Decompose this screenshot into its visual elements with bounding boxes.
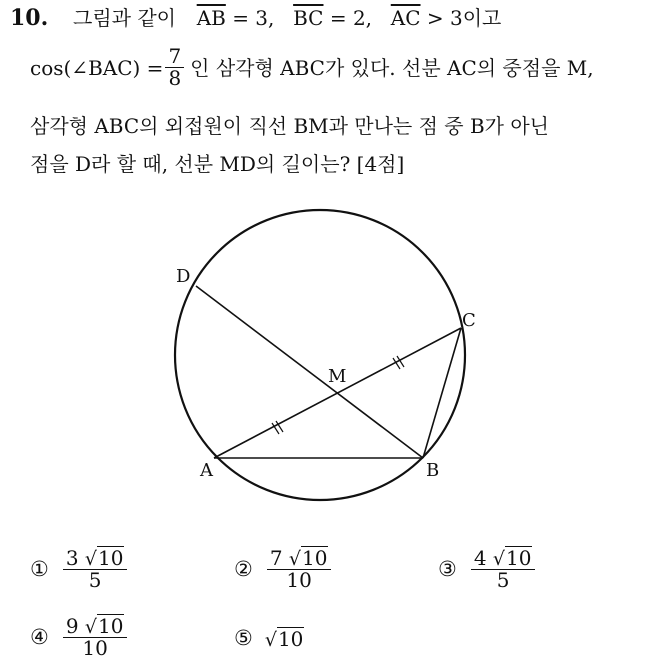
choice-1-denominator: 5 xyxy=(88,568,102,592)
choice-3-coef: 4 xyxy=(473,546,487,570)
choice-4-coef: 9 xyxy=(65,614,79,638)
choice-1-marker: ① xyxy=(30,556,49,581)
cos-denominator: 8 xyxy=(168,66,182,90)
problem-intro: 그림과 같이 xyxy=(73,6,176,30)
choice-1[interactable] xyxy=(30,546,129,591)
choice-1-radicand: 10 xyxy=(98,546,124,570)
problem-line-4: 점을 D라 할 때, 선분 MD의 길이는? [4점] xyxy=(30,152,405,176)
radical-sign-icon: √ xyxy=(264,628,277,651)
segment-line-bd xyxy=(196,286,423,458)
point-label-b: B xyxy=(426,460,440,481)
choice-4-radicand: 10 xyxy=(98,614,124,638)
choice-2-fraction xyxy=(267,546,332,591)
choice-3-fraction xyxy=(471,546,536,591)
choice-3-denominator: 5 xyxy=(496,568,510,592)
choice-3-radicand: 10 xyxy=(506,546,532,570)
choice-5-marker: ⑤ xyxy=(234,626,253,650)
problem-line-3: 삼각형 ABC의 외접원이 직선 BM과 만나는 점 중 B가 아닌 xyxy=(30,114,549,138)
choice-3-marker: ③ xyxy=(438,556,457,581)
segment-ac-condition: > 3이고 xyxy=(426,6,502,30)
choice-4-denominator: 10 xyxy=(82,636,108,660)
choice-2-marker: ② xyxy=(234,556,253,581)
choice-2-denominator: 10 xyxy=(286,568,312,592)
radical-sign-icon: √ xyxy=(288,548,302,570)
choice-4[interactable] xyxy=(30,614,129,659)
point-label-a: A xyxy=(200,460,213,481)
segment-line-bc xyxy=(423,328,461,458)
choice-4-marker: ④ xyxy=(30,624,49,649)
point-label-m: M xyxy=(328,366,347,387)
problem-line-2-text: 인 삼각형 ABC가 있다. 선분 AC의 중점을 M, xyxy=(190,55,594,80)
point-label-d: D xyxy=(176,266,191,287)
segment-ac: $\overline{AC}$ xyxy=(390,6,421,30)
choice-2-radicand: 10 xyxy=(302,546,328,570)
choice-1-fraction xyxy=(63,546,128,591)
choice-5-radicand: 10 xyxy=(277,626,304,651)
segment-bc: $\overline{BC}$ xyxy=(293,6,324,30)
radical-sign-icon: √ xyxy=(492,548,506,570)
choice-3[interactable] xyxy=(438,546,537,591)
choice-5[interactable] xyxy=(234,626,304,650)
choice-2-coef: 7 xyxy=(269,546,283,570)
choice-1-coef: 3 xyxy=(65,546,79,570)
cos-numerator: 7 xyxy=(165,46,184,68)
radical-sign-icon: √ xyxy=(84,616,98,638)
choice-2[interactable] xyxy=(234,546,333,591)
point-label-c: C xyxy=(462,310,476,331)
radical-sign-icon: √ xyxy=(84,548,98,570)
cos-label: cos(∠BAC) = xyxy=(30,55,164,80)
segment-ab-value: = 3, xyxy=(232,6,275,30)
choice-5-sqrt xyxy=(265,627,305,650)
choice-4-fraction xyxy=(63,614,128,659)
segment-bc-value: = 2, xyxy=(329,6,373,30)
segment-ab: $\overline{AB}$ xyxy=(196,6,226,30)
problem-number: 10. xyxy=(10,5,49,31)
